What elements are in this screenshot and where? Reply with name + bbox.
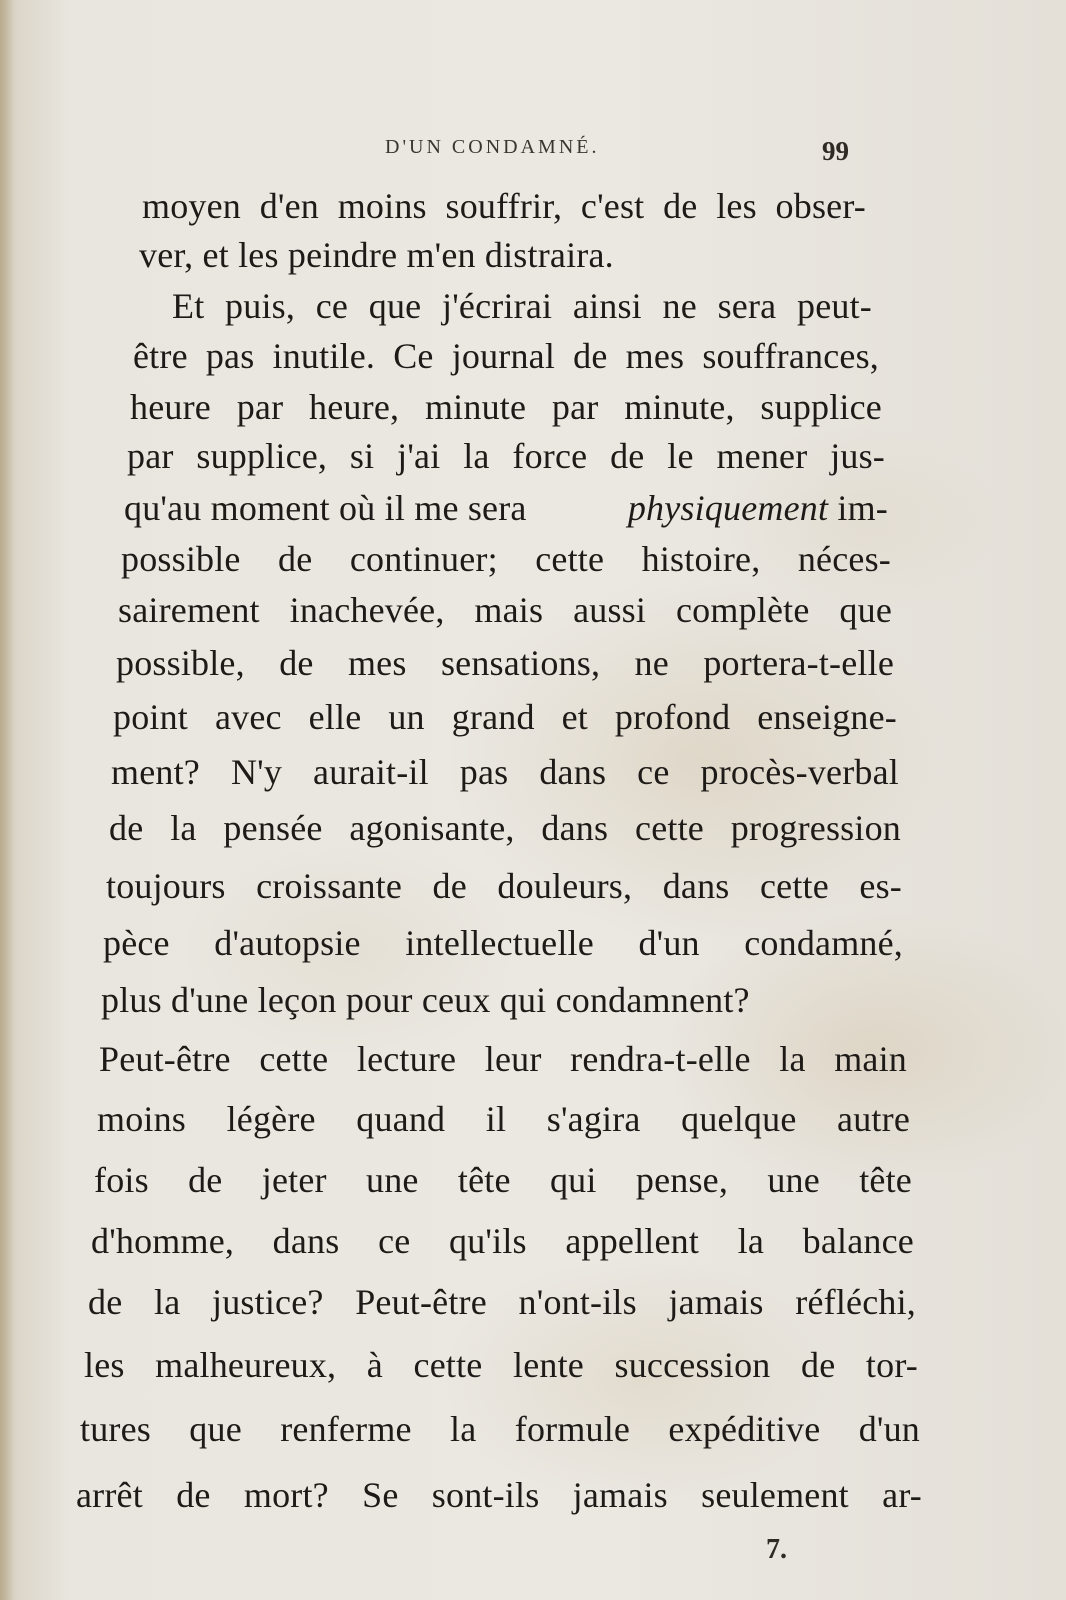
text-line: plus d'une leçon pour ceux qui condamnent? xyxy=(101,980,750,1020)
text-line: toujours croissante de douleurs, dans cette es- xyxy=(106,866,902,906)
text-line: être pas inutile. Ce journal de mes souffrances, xyxy=(133,336,879,376)
page-number: 99 xyxy=(822,136,849,166)
text-line: les malheureux, à cette lente succession de tor- xyxy=(84,1345,918,1385)
text-line: possible de continuer; cette histoire, néces- xyxy=(121,539,891,579)
text-line: pèce d'autopsie intellectuelle d'un condamné, xyxy=(103,923,903,963)
text-line: tures que renferme la formule expéditive d'un xyxy=(80,1409,920,1449)
text-line: point avec elle un grand et profond enseigne- xyxy=(113,697,897,737)
text-line: Et puis, ce que j'écrirai ainsi ne sera peut- xyxy=(172,286,872,326)
text-line: de la pensée agonisante, dans cette progression xyxy=(109,808,901,848)
running-title: D'UN CONDAMNÉ. xyxy=(385,136,600,158)
text-line-with-emphasis xyxy=(124,488,888,528)
text-line: par supplice, si j'ai la force de le mener jus- xyxy=(127,436,885,476)
text-line: sairement inachevée, mais aussi complète que xyxy=(118,590,892,630)
text-segment: qu'au moment où il me sera xyxy=(124,488,536,528)
text-line: ver, et les peindre m'en distraira. xyxy=(139,235,614,275)
italic-emphasis: physiquement xyxy=(627,488,829,528)
text-line: moyen d'en moins souffrir, c'est de les obser- xyxy=(142,186,866,226)
text-line: moins légère quand il s'agira quelque autre xyxy=(97,1099,910,1139)
text-line: Peut-être cette lecture leur rendra-t-elle la main xyxy=(99,1039,907,1079)
text-line: fois de jeter une tête qui pense, une tête xyxy=(94,1160,912,1200)
text-line: d'homme, dans ce qu'ils appellent la balance xyxy=(91,1221,914,1261)
text-segment: im- xyxy=(828,488,888,528)
signature-mark: 7. xyxy=(766,1534,787,1565)
text-line: ment? N'y aurait-il pas dans ce procès-verbal xyxy=(111,752,899,792)
text-line: de la justice? Peut-être n'ont-ils jamais réfléchi, xyxy=(88,1282,916,1322)
text-line: heure par heure, minute par minute, supplice xyxy=(130,387,882,427)
text-line: arrêt de mort? Se sont-ils jamais seulement ar- xyxy=(76,1475,922,1515)
text-line: possible, de mes sensations, ne portera-t-elle xyxy=(116,643,894,683)
